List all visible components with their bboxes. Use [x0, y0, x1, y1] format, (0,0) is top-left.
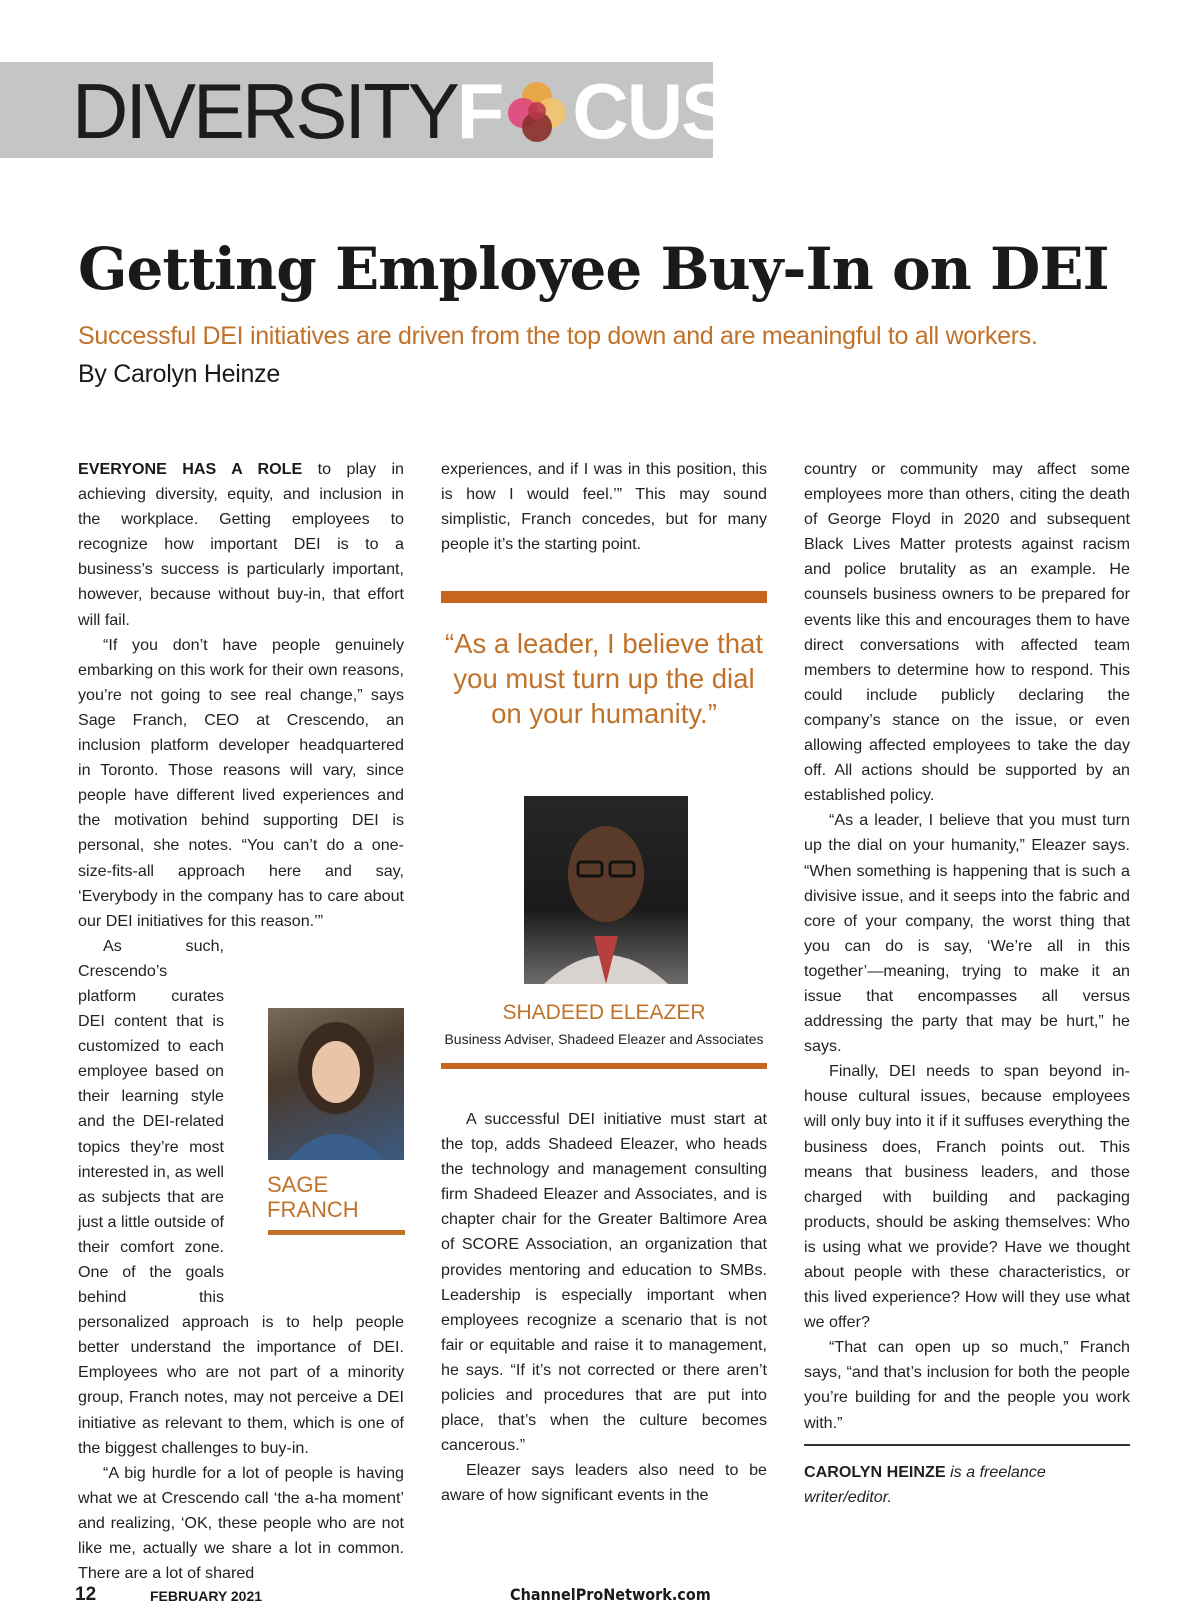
banner-cus: CUS — [572, 67, 732, 155]
paragraph — [78, 457, 404, 633]
sage-franch-caption: SAGE FRANCH — [267, 1172, 359, 1222]
bio-rule — [804, 1444, 1130, 1446]
paragraph-text: to play in achieving diversity, equity, and inclusion in the workplace. Getting employees to recognize how important DEI is to a business’s success is particularly important, however, because without buy-in, that effort will fail. — [78, 460, 404, 629]
paragraph: A successful DEI initiative must start at the top, adds Shadeed Eleazer, who heads the technology and management consulting firm Shadeed Eleazer and Associates, and is chapter chair for the Greater Baltimore Area of SCORE Association, an organization that provides mentoring and education to SMBs. Leadership is especially important when employees recognize a scenario that is not fair or equitable and raise it to management, he says. “If it’s not corrected or there aren’t policies and procedures that are put into place, that’s when the culture becomes cancerous.” — [441, 1110, 767, 1455]
paragraph: Eleazer says leaders also need to be aware of how significant events in the — [441, 1461, 767, 1505]
bio-text: is a freelance writer/editor. — [804, 1463, 1046, 1506]
sage-franch-photo — [268, 1008, 404, 1160]
paragraph: experiences, and if I was in this position, this is how I would feel.’” This may sound simplistic, Franch concedes, but for many people it’s the starting point. — [441, 460, 767, 554]
page-number: 12 — [75, 1584, 97, 1605]
website: ChannelProNetwork.com — [510, 1585, 711, 1604]
paragraph: country or community may affect some employees more than others, citing the death of George Floyd in 2020 and subsequent Black Lives Matter protests against racism and police brutality as an example. He counsels business owners to be prepared for events like this and encourages them to have direct conversations with affected team members to determine how to respond. This could include publicly declaring the company’s stance on the issue, or even allowing affected employees to take the day off. All actions should be supported by an established policy. — [804, 460, 1130, 805]
paragraph: “That can open up so much,” Franch says, “and that’s inclusion for both the people you’re building for and the people you work with.” — [804, 1338, 1130, 1432]
issue-date: FEBRUARY 2021 — [150, 1588, 263, 1604]
pull-quote-rule-top — [441, 591, 767, 603]
section-banner — [72, 66, 731, 156]
shadeed-eleazer-photo — [524, 796, 688, 984]
paragraph-text: As such, Crescendo’s platform curates DEI content that is customized to each employee based on their learning style and the DEI-related topics they’re most interested in, as well as subjects that are just a little outside of their comfort zone. One of the goals behind this personalized approach is to help people better understand the importance of DEI. Employees who are not part of a minority group, Franch notes, may not perceive a DEI initiative as relevant to them, which is one of the biggest challenges to buy-in. — [78, 936, 404, 1457]
shadeed-eleazer-caption: SHADEED ELEAZER — [502, 1001, 706, 1024]
paragraph: “If you don’t have people genuinely embarking on this work for their own reasons, you’re not going to see real change,” says Sage Franch, CEO at Crescendo, an inclusion platform developer headquartered in Toronto. Those reasons will vary, since people have different lived experiences and the motivation behind supporting DEI is personal, she notes. “You can’t do a one-size-fits-all approach here and say, ‘Everybody in the company has to care about our DEI initiatives for this reason.’” — [78, 635, 404, 930]
paragraph: “A big hurdle for a lot of people is having what we at Crescendo call ‘the a-ha moment’ and realizing, ‘OK, these people who are not like me, actually we share a lot in common. There are a lot of shared — [78, 1463, 404, 1583]
lead-in: EVERYONE HAS A ROLE — [78, 460, 303, 478]
byline: By Carolyn Heinze — [78, 360, 280, 388]
dek: Successful DEI initiatives are driven from the top down and are meaningful to all workers. — [78, 322, 1038, 350]
banner-f: F — [456, 67, 503, 155]
caption-rule — [268, 1230, 405, 1235]
banner-diversity: DIVERSITY — [72, 67, 457, 155]
column-2-top — [441, 457, 767, 557]
pull-quote-rule-bottom — [441, 1063, 767, 1069]
author-bio — [804, 1460, 1130, 1510]
portrait-icon — [524, 796, 688, 984]
shadeed-eleazer-title: Business Adviser, Shadeed Eleazer and Associates — [444, 1031, 764, 1047]
paragraph: Finally, DEI needs to span beyond in-house cultural issues, because employees will only buy into it if it suffuses everything the business does, Franch points out. This means that business leaders, and those charged with building and packaging products, should be asking themselves: Who is using what we provide? Have we thought about people with these characteristics, or this lived experience? How will they use what we offer? — [804, 1062, 1130, 1332]
portrait-icon — [268, 1008, 404, 1160]
headline: Getting Employee Buy-In on DEI — [78, 235, 1109, 303]
column-3 — [804, 457, 1130, 1436]
bio-name: CAROLYN HEINZE — [804, 1463, 946, 1481]
column-2-bottom — [441, 1107, 767, 1509]
focus-logo-icon — [503, 77, 571, 145]
pull-quote: “As a leader, I believe that you must turn up the dial on your humanity.” — [445, 628, 763, 729]
paragraph: “As a leader, I believe that you must turn up the dial on your humanity,” Eleazer says. “When something is happening that is such a divisive issue, and it seeps into the fabric and core of your company, the worst thing that you can do is say, ‘We’re all in this together’—meaning, trying to make it an issue that encompasses all versus addressing the party that may be hurt,” he says. — [804, 811, 1130, 1056]
